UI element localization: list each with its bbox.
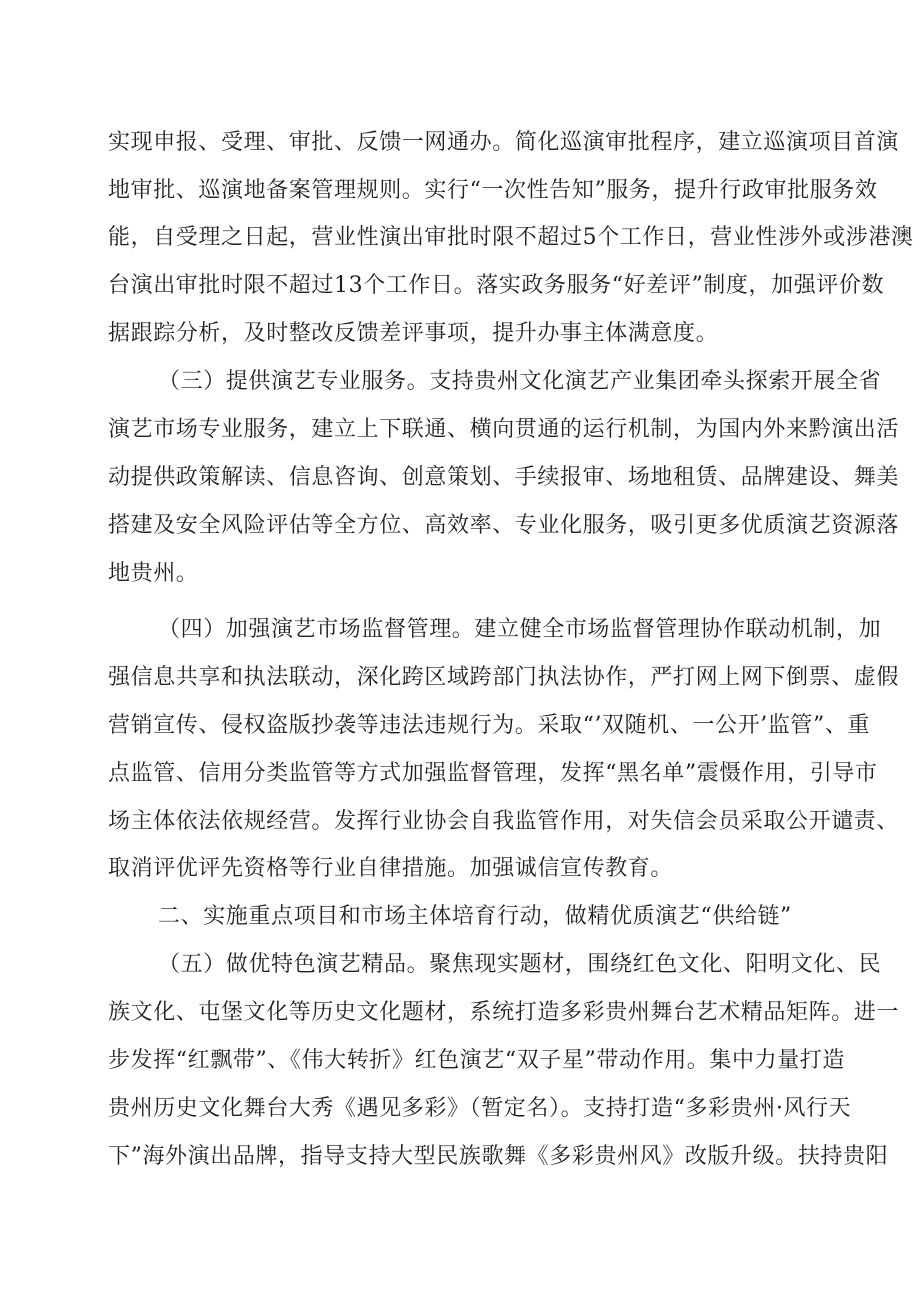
paragraph-line: 能，自受理之日起，营业性演出审批时限不超过5个工作日，营业性涉外或涉港澳 (108, 225, 914, 250)
paragraph-line: 族文化、屯堡文化等历史文化题材，系统打造多彩贵州舞台艺术精品矩阵。进一 (108, 1000, 900, 1025)
paragraph-line: 取消评优评先资格等行业自律措施。加强诚信宣传教育。 (108, 856, 674, 881)
paragraph-line: 动提供政策解读、信息咨询、创意策划、手续报审、场地租赁、品牌建设、舞美 (108, 465, 900, 490)
section-heading-4: （四）加强演艺市场监督管理。建立健全市场监督管理协作联动机制，加 (158, 617, 882, 642)
section-heading-5: （五）做优特色演艺精品。聚焦现实题材，围绕红色文化、阳明文化、民 (158, 952, 882, 977)
paragraph-line: 点监管、信用分类监管等方式加强监督管理，发挥“黑名单”震慑作用，引导市 (108, 761, 878, 786)
paragraph-line: 强信息共享和执法联动，深化跨区域跨部门执法协作，严打网上网下倒票、虚假 (108, 665, 900, 690)
paragraph-line: 营销宣传、侵权盗版抄袭等违法违规行为。采取“’双随机、一公开’监管”、重 (108, 713, 871, 738)
paragraph-line: 场主体依法依规经营。发挥行业协会自我监管作用，对失信会员采取公开谴责、 (108, 809, 900, 834)
paragraph-line: 台演出审批时限不超过13个工作日。落实政务服务“好差评”制度，加强评价数 (108, 273, 885, 298)
paragraph-line: 下”海外演出品牌，指导支持大型民族歌舞《多彩贵州风》改版升级。扶持贵阳 (108, 1144, 889, 1169)
paragraph-line: 地贵州。 (108, 561, 199, 586)
chapter-heading: 二、实施重点项目和市场主体培育行动，做精优质演艺“供给链” (158, 904, 792, 929)
paragraph-line: 地审批、巡演地备案管理规则。实行“一次性告知”服务，提升行政审批服务效 (108, 178, 878, 203)
paragraph-line: 贵州历史文化舞台大秀《遇见多彩》（暂定名）。支持打造“多彩贵州·风行天 (108, 1096, 852, 1121)
paragraph-line: 演艺市场专业服务，建立上下联通、横向贯通的运行机制，为国内外来黔演出活 (108, 417, 900, 442)
paragraph-line: 实现申报、受理、审批、反馈一网通办。简化巡演审批程序，建立巡演项目首演 (108, 130, 900, 155)
section-heading-3: （三）提供演艺专业服务。支持贵州文化演艺产业集团牵头探索开展全省 (158, 369, 882, 394)
paragraph-line: 据跟踪分析，及时整改反馈差评事项，提升办事主体满意度。 (108, 321, 719, 346)
paragraph-line: 搭建及安全风险评估等全方位、高效率、专业化服务，吸引更多优质演艺资源落 (108, 513, 900, 538)
paragraph-line: 步发挥“红飘带”、《伟大转折》红色演艺“双子星”带动作用。集中力量打造 (108, 1048, 845, 1073)
